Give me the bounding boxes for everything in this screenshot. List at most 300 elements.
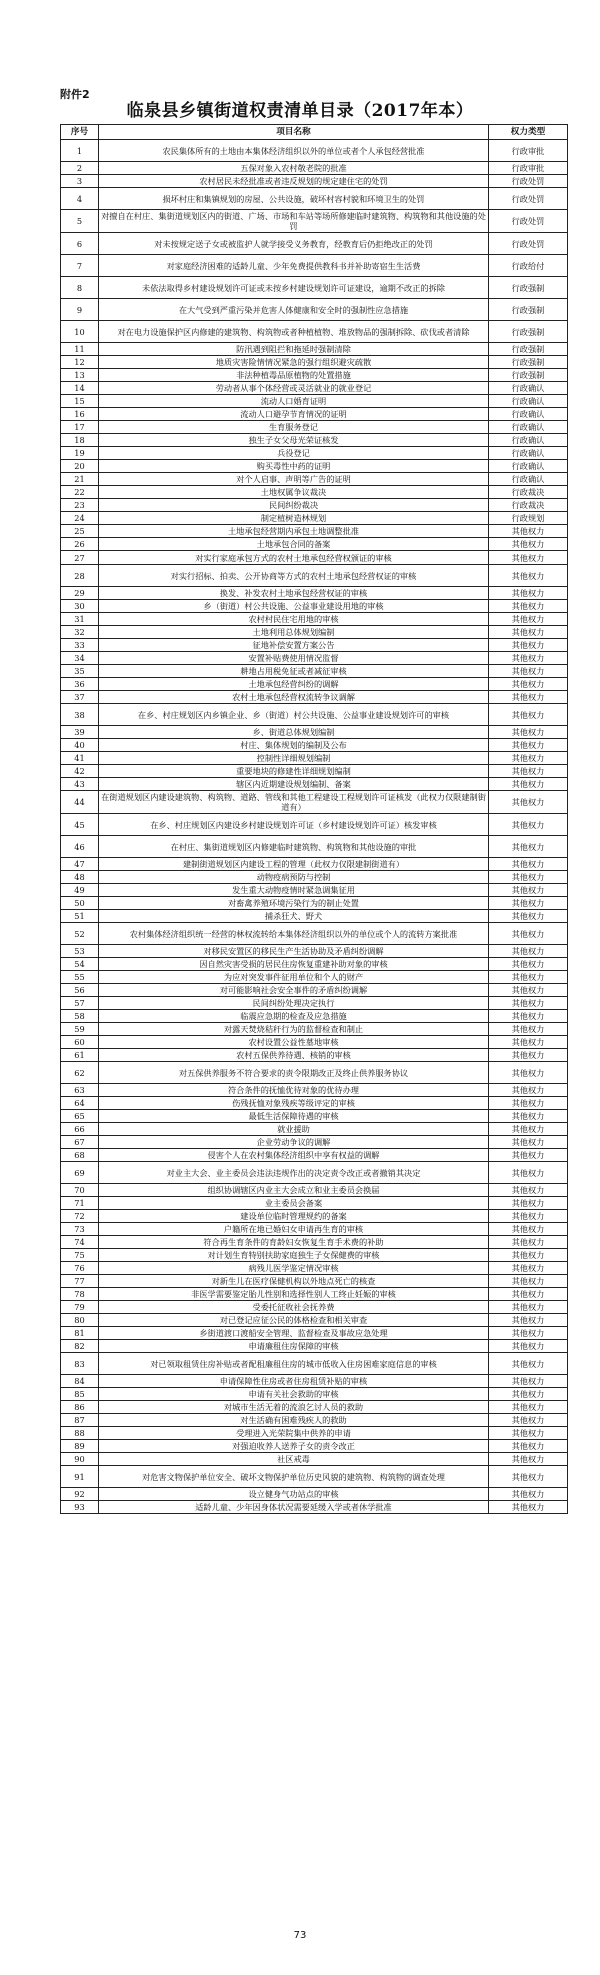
item-name: 五保对象入农村敬老院的批准 (99, 162, 489, 175)
header-power-type: 权力类型 (489, 125, 568, 140)
row-number: 13 (61, 369, 99, 382)
header-item-name: 项目名称 (99, 125, 489, 140)
power-type: 其他权力 (489, 1427, 568, 1440)
power-type: 其他权力 (489, 1136, 568, 1149)
item-name: 土地承包经营期内承包土地调整批准 (99, 525, 489, 538)
row-number: 30 (61, 600, 99, 613)
item-name: 临震应急期的检查及应急措施 (99, 1010, 489, 1023)
table-row (61, 565, 568, 587)
item-name: 在乡、村庄规划区内建设乡村建设规划许可证（乡村建设规划许可证）核发审核 (99, 814, 489, 836)
power-type: 其他权力 (489, 997, 568, 1010)
power-type: 其他权力 (489, 525, 568, 538)
item-name: 对畜禽养殖环境污染行为的制止处置 (99, 897, 489, 910)
item-name: 乡、街道总体规划编制 (99, 726, 489, 739)
item-name: 防汛遇到阻拦和拖延时强制清除 (99, 343, 489, 356)
row-number: 45 (61, 814, 99, 836)
table-row (61, 1340, 568, 1353)
item-name: 对实行家庭承包方式的农村土地承包经营权颁证的审核 (99, 551, 489, 565)
item-name: 发生重大动物疫情时紧急调集征用 (99, 884, 489, 897)
power-type: 其他权力 (489, 1288, 568, 1301)
power-type: 行政裁决 (489, 486, 568, 499)
power-type: 行政强制 (489, 356, 568, 369)
row-number: 58 (61, 1010, 99, 1023)
table-row (61, 778, 568, 791)
table-row (61, 958, 568, 971)
item-name: 建制街道规划区内建设工程的管理（此权力仅限建制街道有） (99, 858, 489, 871)
item-name: 农村设置公益性墓地审核 (99, 1036, 489, 1049)
item-name: 土地利用总体规划编制 (99, 626, 489, 639)
table-row (61, 1327, 568, 1340)
power-type: 其他权力 (489, 923, 568, 945)
table-row (61, 434, 568, 447)
row-number: 65 (61, 1110, 99, 1123)
item-name: 建设单位临时管理规约的备案 (99, 1210, 489, 1223)
table-row (61, 460, 568, 473)
item-name: 地质灾害险情情况紧急的强行组织避灾疏散 (99, 356, 489, 369)
power-type: 其他权力 (489, 1236, 568, 1249)
item-name: 农村集体经济组织统一经营的林权流转给本集体经济组织以外的单位或个人的流转方案批准 (99, 923, 489, 945)
row-number: 86 (61, 1401, 99, 1414)
power-type: 其他权力 (489, 652, 568, 665)
table-row (61, 321, 568, 343)
row-number: 76 (61, 1262, 99, 1275)
power-type: 其他权力 (489, 587, 568, 600)
item-name: 病残儿医学鉴定情况审核 (99, 1262, 489, 1275)
row-number: 38 (61, 704, 99, 726)
table-row (61, 971, 568, 984)
item-name: 侵害个人在农村集体经济组织中享有权益的调解 (99, 1149, 489, 1162)
table-row (61, 997, 568, 1010)
power-type: 其他权力 (489, 1353, 568, 1375)
item-name: 在乡、村庄规划区内乡镇企业、乡（街道）村公共设施、公益事业建设规划许可的审核 (99, 704, 489, 726)
table-row (61, 512, 568, 525)
table-row (61, 1084, 568, 1097)
table-row (61, 1388, 568, 1401)
row-number: 4 (61, 188, 99, 210)
table-row (61, 1427, 568, 1440)
row-number: 44 (61, 791, 99, 814)
power-type: 行政确认 (489, 447, 568, 460)
item-name: 申请有关社会救助的审核 (99, 1388, 489, 1401)
power-type: 其他权力 (489, 971, 568, 984)
power-type: 其他权力 (489, 1249, 568, 1262)
item-name: 符合再生育条件的育龄妇女恢复生育手术费的补助 (99, 1236, 489, 1249)
table-row (61, 1353, 568, 1375)
row-number: 35 (61, 665, 99, 678)
power-type: 其他权力 (489, 678, 568, 691)
power-type: 行政审批 (489, 162, 568, 175)
table-row (61, 447, 568, 460)
item-name: 劳动者从事个体经营或灵活就业的就业登记 (99, 382, 489, 395)
row-number: 17 (61, 421, 99, 434)
item-name: 民间纠纷处理决定执行 (99, 997, 489, 1010)
row-number: 28 (61, 565, 99, 587)
row-number: 77 (61, 1275, 99, 1288)
row-number: 67 (61, 1136, 99, 1149)
power-type: 其他权力 (489, 726, 568, 739)
power-type: 行政审批 (489, 140, 568, 162)
power-type: 其他权力 (489, 1197, 568, 1210)
row-number: 75 (61, 1249, 99, 1262)
table-row (61, 277, 568, 299)
power-type: 其他权力 (489, 1123, 568, 1136)
row-number: 49 (61, 884, 99, 897)
item-name: 对业主大会、业主委员会违法违规作出的决定责令改正或者撤销其决定 (99, 1162, 489, 1184)
power-type: 其他权力 (489, 814, 568, 836)
item-name: 申请保障性住房或者住房租赁补贴的审核 (99, 1375, 489, 1388)
row-number: 46 (61, 836, 99, 858)
power-type: 行政强制 (489, 277, 568, 299)
table-row (61, 343, 568, 356)
power-type: 行政给付 (489, 255, 568, 277)
document-title: 临泉县乡镇街道权责清单目录（2017年本） (126, 101, 474, 121)
power-type: 其他权力 (489, 1388, 568, 1401)
power-type: 其他权力 (489, 565, 568, 587)
item-name: 非法种植毒品原植物的处置措施 (99, 369, 489, 382)
row-number: 2 (61, 162, 99, 175)
table-row (61, 910, 568, 923)
table-row (61, 233, 568, 255)
item-name: 兵役登记 (99, 447, 489, 460)
table-row (61, 140, 568, 162)
row-number: 83 (61, 1353, 99, 1375)
power-type: 其他权力 (489, 665, 568, 678)
table-row (61, 691, 568, 704)
table-row (61, 382, 568, 395)
table-row (61, 1097, 568, 1110)
table-row (61, 726, 568, 739)
row-number: 39 (61, 726, 99, 739)
table-row (61, 1210, 568, 1223)
row-number: 27 (61, 551, 99, 565)
table-row (61, 1062, 568, 1084)
power-type: 行政裁决 (489, 499, 568, 512)
row-number: 60 (61, 1036, 99, 1049)
power-type: 行政确认 (489, 395, 568, 408)
power-type: 其他权力 (489, 765, 568, 778)
power-type: 其他权力 (489, 1401, 568, 1414)
table-row (61, 1301, 568, 1314)
power-type: 其他权力 (489, 639, 568, 652)
item-name: 村庄、集体规划的编制及公布 (99, 739, 489, 752)
power-type: 其他权力 (489, 1340, 568, 1353)
item-name: 对在电力设施保护区内修建的建筑物、构筑物或者种植植物、堆放物品的强制拆除、砍伐或者清除 (99, 321, 489, 343)
table-row (61, 255, 568, 277)
row-number: 79 (61, 1301, 99, 1314)
row-number: 51 (61, 910, 99, 923)
item-name: 购买毒性中药的证明 (99, 460, 489, 473)
table-row (61, 1453, 568, 1466)
item-name: 对生活确有困难残疾人的救助 (99, 1414, 489, 1427)
item-name: 对城市生活无着的流浪乞讨人员的救助 (99, 1401, 489, 1414)
item-name: 农民集体所有的土地由本集体经济组织以外的单位或者个人承包经营批准 (99, 140, 489, 162)
power-type: 其他权力 (489, 704, 568, 726)
item-name: 换发、补发农村土地承包经营权证的审核 (99, 587, 489, 600)
row-number: 3 (61, 175, 99, 188)
power-type: 其他权力 (489, 1023, 568, 1036)
power-type: 其他权力 (489, 1062, 568, 1084)
row-number: 18 (61, 434, 99, 447)
item-name: 对已登记应征公民的体格检查和相关审查 (99, 1314, 489, 1327)
table-row (61, 1414, 568, 1427)
item-name: 对新生儿在医疗保健机构以外地点死亡的核查 (99, 1275, 489, 1288)
power-type: 其他权力 (489, 958, 568, 971)
row-number: 7 (61, 255, 99, 277)
row-number: 90 (61, 1453, 99, 1466)
power-type: 其他权力 (489, 1414, 568, 1427)
table-row (61, 897, 568, 910)
item-name: 重要地块的修建性详细规划编制 (99, 765, 489, 778)
item-name: 民间纠纷裁决 (99, 499, 489, 512)
item-name: 最低生活保障待遇的审核 (99, 1110, 489, 1123)
power-type: 行政强制 (489, 343, 568, 356)
item-name: 制定植树造林规划 (99, 512, 489, 525)
power-type: 其他权力 (489, 897, 568, 910)
power-type: 其他权力 (489, 1210, 568, 1223)
item-name: 乡街道渡口渡船安全管理、监督检查及事故应急处理 (99, 1327, 489, 1340)
item-name: 乡（街道）村公共设施、公益事业建设用地的审核 (99, 600, 489, 613)
table-row (61, 871, 568, 884)
table-row (61, 1162, 568, 1184)
item-name: 在村庄、集街道规划区内修建临时建筑物、构筑物和其他设施的审批 (99, 836, 489, 858)
row-number: 92 (61, 1488, 99, 1501)
table-row (61, 626, 568, 639)
table-row (61, 1440, 568, 1453)
table-row (61, 858, 568, 871)
item-name: 对个人启事、声明等广告的证明 (99, 473, 489, 486)
table-row (61, 1197, 568, 1210)
table-row (61, 752, 568, 765)
power-type: 其他权力 (489, 791, 568, 814)
item-name: 非医学需要鉴定胎儿性别和选择性别人工终止妊娠的审核 (99, 1288, 489, 1301)
table-row (61, 923, 568, 945)
table-row (61, 739, 568, 752)
power-type: 其他权力 (489, 1375, 568, 1388)
power-type: 其他权力 (489, 1488, 568, 1501)
table-row (61, 836, 568, 858)
row-number: 91 (61, 1466, 99, 1488)
power-type: 其他权力 (489, 1010, 568, 1023)
item-name: 农村居民未经批准或者违反规划的规定建住宅的处罚 (99, 175, 489, 188)
item-name: 业主委员会备案 (99, 1197, 489, 1210)
table-row (61, 1488, 568, 1501)
item-name: 流动人口避孕节育情况的证明 (99, 408, 489, 421)
table-row (61, 525, 568, 538)
table-row (61, 652, 568, 665)
power-type: 行政处罚 (489, 175, 568, 188)
power-type: 其他权力 (489, 1327, 568, 1340)
item-name: 流动人口婚育证明 (99, 395, 489, 408)
table-row (61, 551, 568, 565)
power-type: 行政确认 (489, 460, 568, 473)
row-number: 32 (61, 626, 99, 639)
power-type: 行政处罚 (489, 188, 568, 210)
row-number: 70 (61, 1184, 99, 1197)
power-type: 其他权力 (489, 1314, 568, 1327)
header-no: 序号 (61, 125, 99, 140)
power-type: 其他权力 (489, 600, 568, 613)
row-number: 26 (61, 538, 99, 551)
row-number: 10 (61, 321, 99, 343)
table-row (61, 188, 568, 210)
row-number: 22 (61, 486, 99, 499)
item-name: 对已领取租赁住房补贴或者配租廉租住房的城市低收入住房困难家庭信息的审核 (99, 1353, 489, 1375)
table-row (61, 408, 568, 421)
item-name: 户籍所在地已婚妇女申请再生育的审核 (99, 1223, 489, 1236)
table-row (61, 299, 568, 321)
item-name: 就业援助 (99, 1123, 489, 1136)
table-row (61, 587, 568, 600)
power-type: 其他权力 (489, 1049, 568, 1062)
table-row (61, 395, 568, 408)
table-row (61, 538, 568, 551)
power-type: 其他权力 (489, 910, 568, 923)
row-number: 87 (61, 1414, 99, 1427)
item-name: 在街道规划区内建设建筑物、构筑物、道路、管线和其他工程建设工程规划许可证核发（此权力仅限建制街道有） (99, 791, 489, 814)
power-type: 其他权力 (489, 551, 568, 565)
table-row (61, 1314, 568, 1327)
table-row (61, 600, 568, 613)
power-type: 行政处罚 (489, 210, 568, 233)
power-type: 其他权力 (489, 691, 568, 704)
item-name: 对未按规定送子女或被监护人就学接受义务教育，经教育后仍拒绝改正的处罚 (99, 233, 489, 255)
item-name: 在大气受到严重污染并危害人体健康和安全时的强制性应急措施 (99, 299, 489, 321)
row-number: 11 (61, 343, 99, 356)
power-type: 其他权力 (489, 1223, 568, 1236)
table-row (61, 1149, 568, 1162)
row-number: 55 (61, 971, 99, 984)
row-number: 93 (61, 1501, 99, 1514)
row-number: 74 (61, 1236, 99, 1249)
item-name: 受理进入光荣院集中供养的申请 (99, 1427, 489, 1440)
table-row (61, 984, 568, 997)
row-number: 54 (61, 958, 99, 971)
table-row (61, 1136, 568, 1149)
row-number: 56 (61, 984, 99, 997)
item-name: 社区戒毒 (99, 1453, 489, 1466)
item-name: 农村村民住宅用地的审核 (99, 613, 489, 626)
row-number: 71 (61, 1197, 99, 1210)
power-type: 其他权力 (489, 945, 568, 958)
item-name: 耕地占用税免征或者减征审核 (99, 665, 489, 678)
row-number: 43 (61, 778, 99, 791)
table-row (61, 1275, 568, 1288)
power-type: 其他权力 (489, 778, 568, 791)
item-name: 对可能影响社会安全事件的矛盾纠纷调解 (99, 984, 489, 997)
item-name: 控制性详细规划编制 (99, 752, 489, 765)
power-type: 行政确认 (489, 382, 568, 395)
power-type: 行政强制 (489, 369, 568, 382)
power-type: 其他权力 (489, 984, 568, 997)
row-number: 6 (61, 233, 99, 255)
table-row (61, 704, 568, 726)
row-number: 1 (61, 140, 99, 162)
row-number: 78 (61, 1288, 99, 1301)
table-row (61, 884, 568, 897)
table-row (61, 1401, 568, 1414)
row-number: 20 (61, 460, 99, 473)
row-number: 72 (61, 1210, 99, 1223)
item-name: 符合条件的抚恤优待对象的优待办理 (99, 1084, 489, 1097)
responsibility-list-table (60, 124, 568, 1514)
row-number: 66 (61, 1123, 99, 1136)
table-row (61, 639, 568, 652)
row-number: 81 (61, 1327, 99, 1340)
item-name: 征地补偿安置方案公告 (99, 639, 489, 652)
power-type: 行政确认 (489, 421, 568, 434)
row-number: 25 (61, 525, 99, 538)
item-name: 申请廉租住房保障的审核 (99, 1340, 489, 1353)
item-name: 土地承包合同的备案 (99, 538, 489, 551)
power-type: 其他权力 (489, 1110, 568, 1123)
row-number: 23 (61, 499, 99, 512)
row-number: 21 (61, 473, 99, 486)
power-type: 其他权力 (489, 1184, 568, 1197)
row-number: 68 (61, 1149, 99, 1162)
table-row (61, 765, 568, 778)
row-number: 84 (61, 1375, 99, 1388)
table-row (61, 1466, 568, 1488)
row-number: 69 (61, 1162, 99, 1184)
row-number: 42 (61, 765, 99, 778)
row-number: 37 (61, 691, 99, 704)
table-row (61, 356, 568, 369)
row-number: 9 (61, 299, 99, 321)
row-number: 53 (61, 945, 99, 958)
power-type: 其他权力 (489, 1301, 568, 1314)
power-type: 其他权力 (489, 538, 568, 551)
row-number: 19 (61, 447, 99, 460)
item-name: 动物疫病预防与控制 (99, 871, 489, 884)
item-name: 辖区内近期建设规划编制、备案 (99, 778, 489, 791)
row-number: 73 (61, 1223, 99, 1236)
power-type: 其他权力 (489, 1162, 568, 1184)
table-row (61, 945, 568, 958)
table-row (61, 1010, 568, 1023)
power-type: 其他权力 (489, 871, 568, 884)
row-number: 8 (61, 277, 99, 299)
table-header-row (61, 125, 568, 140)
table-row (61, 665, 568, 678)
power-type: 其他权力 (489, 1097, 568, 1110)
power-type: 其他权力 (489, 1466, 568, 1488)
row-number: 57 (61, 997, 99, 1010)
table-row (61, 1288, 568, 1301)
row-number: 50 (61, 897, 99, 910)
power-type: 其他权力 (489, 836, 568, 858)
table-row (61, 1184, 568, 1197)
table-row (61, 1249, 568, 1262)
row-number: 88 (61, 1427, 99, 1440)
row-number: 64 (61, 1097, 99, 1110)
row-number: 33 (61, 639, 99, 652)
table-row (61, 1123, 568, 1136)
item-name: 土地承包经营纠纷的调解 (99, 678, 489, 691)
table-row (61, 1036, 568, 1049)
item-name: 捕杀狂犬、野犬 (99, 910, 489, 923)
row-number: 29 (61, 587, 99, 600)
table-row (61, 1023, 568, 1036)
row-number: 61 (61, 1049, 99, 1062)
item-name: 为应对突发事件征用单位和个人的财产 (99, 971, 489, 984)
table-row (61, 162, 568, 175)
row-number: 12 (61, 356, 99, 369)
row-number: 59 (61, 1023, 99, 1036)
row-number: 47 (61, 858, 99, 871)
row-number: 80 (61, 1314, 99, 1327)
power-type: 其他权力 (489, 613, 568, 626)
item-name: 农村土地承包经营权流转争议调解 (99, 691, 489, 704)
